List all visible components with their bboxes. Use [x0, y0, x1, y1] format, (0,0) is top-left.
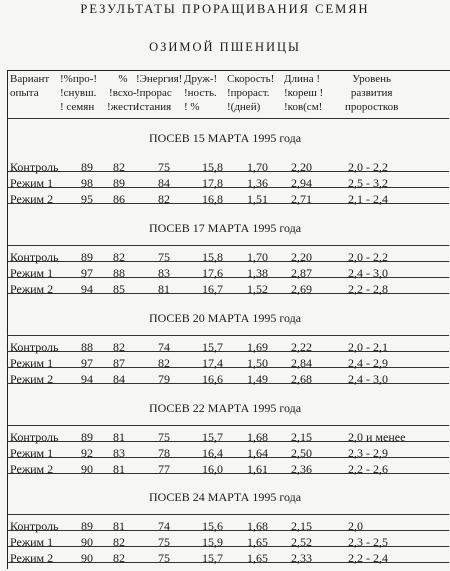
table-cell: 2,0 - 2,1 — [348, 340, 388, 354]
table-cell: 2,69 — [291, 282, 312, 296]
table-cell: 2,87 — [291, 266, 312, 280]
table-cell: 1,68 — [247, 430, 268, 444]
row-label: Контроль — [10, 250, 59, 264]
table-cell: 89 — [81, 160, 93, 174]
row-divider — [7, 425, 449, 426]
header-variant: Вариант опыта — [10, 73, 50, 99]
table-cell: 15,6 — [202, 519, 223, 533]
table-cell: 77 — [158, 462, 170, 476]
table-cell: 82 — [113, 340, 125, 354]
table-cell: 16,6 — [202, 372, 223, 386]
row-label: Контроль — [10, 340, 59, 354]
table-cell: 98 — [81, 176, 93, 190]
table-cell: 1,36 — [247, 176, 268, 190]
table-cell: 89 — [81, 250, 93, 264]
table-cell: 85 — [113, 282, 125, 296]
table-cell: 75 — [158, 160, 170, 174]
table-cell: 83 — [158, 266, 170, 280]
table-cell: 2,50 — [291, 446, 312, 460]
table-cell: 84 — [158, 176, 170, 190]
table-cell: 2,5 - 3,2 — [348, 176, 388, 190]
table-cell: 15,8 — [202, 250, 223, 264]
table-cell: 15,7 — [202, 340, 223, 354]
table-cell: 17,8 — [202, 176, 223, 190]
table-cell: 1,65 — [247, 551, 268, 565]
table-cell: 15,7 — [202, 551, 223, 565]
table-cell: 15,8 — [202, 160, 223, 174]
section-title: ПОСЕВ 17 МАРТА 1995 года — [148, 221, 302, 235]
table-cell: 2,15 — [291, 519, 312, 533]
table-cell: 75 — [158, 551, 170, 565]
table-cell: 2,15 — [291, 430, 312, 444]
table-cell: 1,52 — [247, 282, 268, 296]
table-cell: 79 — [158, 372, 170, 386]
document-title: РЕЗУЛЬТАТЫ ПРОРАЩИВАНИЯ СЕМЯН — [80, 2, 370, 16]
table-cell: 2,71 — [291, 192, 312, 206]
row-label: Режим 1 — [10, 266, 54, 280]
table-cell: 2,2 - 2,8 — [348, 282, 388, 296]
section-title: ПОСЕВ 20 МАРТА 1995 года — [148, 311, 302, 325]
table-cell: 1,49 — [247, 372, 268, 386]
header-vigor: % !всхо- !жести — [107, 73, 139, 113]
table-cell: 2,0 - 2,2 — [348, 250, 388, 264]
row-label: Режим 2 — [10, 372, 54, 386]
table-cell: 89 — [81, 430, 93, 444]
table-cell: 1,65 — [247, 535, 268, 549]
table-cell: 88 — [113, 266, 125, 280]
document-subtitle: ОЗИМОЙ ПШЕНИЦЫ — [149, 40, 301, 54]
table-cell: 88 — [81, 340, 93, 354]
section-title: ПОСЕВ 24 МАРТА 1995 года — [148, 490, 302, 504]
table-cell: 2,68 — [291, 372, 312, 386]
header-uniformity: Друж-! !ность. ! % — [184, 73, 218, 113]
section-title: ПОСЕВ 15 МАРТА 1995 года — [148, 131, 302, 145]
row-label: Режим 1 — [10, 176, 54, 190]
header-development: Уровень развития проростков — [345, 73, 399, 113]
table-cell: 75 — [158, 430, 170, 444]
table-cell: 2,22 — [291, 340, 312, 354]
table-cell: 81 — [113, 462, 125, 476]
table-cell: 15,7 — [202, 430, 223, 444]
row-label: Режим 2 — [10, 282, 54, 296]
table-cell: 16,8 — [202, 192, 223, 206]
table-cell: 16,0 — [202, 462, 223, 476]
row-divider — [7, 514, 449, 515]
table-cell: 1,50 — [247, 356, 268, 370]
table-cell: 17,6 — [202, 266, 223, 280]
table-cell: 2,4 - 3,0 — [348, 372, 388, 386]
table-cell: 2,1 - 2,4 — [348, 192, 388, 206]
row-divider — [7, 530, 449, 531]
table-cell: 2,3 - 2,9 — [348, 446, 388, 460]
table-cell: 82 — [113, 551, 125, 565]
row-label: Контроль — [10, 519, 59, 533]
table-cell: 1,38 — [247, 266, 268, 280]
table-cell: 81 — [113, 430, 125, 444]
table-cell: 2,84 — [291, 356, 312, 370]
table-cell: 1,51 — [247, 192, 268, 206]
table-cell: 94 — [81, 282, 93, 296]
table-cell: 90 — [81, 462, 93, 476]
row-label: Режим 2 — [10, 192, 54, 206]
table-cell: 84 — [113, 372, 125, 386]
table-cell: 90 — [81, 551, 93, 565]
table-cell: 82 — [113, 535, 125, 549]
table-cell: 75 — [158, 250, 170, 264]
table-cell: 90 — [81, 535, 93, 549]
header-energy: !Энергия! !прорас !стания — [136, 73, 183, 113]
table-cell: 15,9 — [202, 535, 223, 549]
section-title: ПОСЕВ 22 МАРТА 1995 года — [148, 401, 302, 415]
row-label: Режим 2 — [10, 462, 54, 476]
table-cell: 81 — [158, 282, 170, 296]
table-cell: 82 — [158, 192, 170, 206]
table-cell: 16,7 — [202, 282, 223, 296]
row-divider — [7, 245, 449, 246]
table-cell: 16,4 — [202, 446, 223, 460]
table-cell: 2,4 - 2,9 — [348, 356, 388, 370]
table-cell: 81 — [113, 519, 125, 533]
table-cell: 78 — [158, 446, 170, 460]
table-cell: 2,0 — [348, 519, 363, 533]
row-label: Режим 2 — [10, 551, 54, 565]
table-cell: 2,0 и менее — [348, 430, 406, 444]
table-cell: 82 — [113, 250, 125, 264]
table-cell: 2,94 — [291, 176, 312, 190]
row-label: Режим 1 — [10, 535, 54, 549]
table-cell: 2,52 — [291, 535, 312, 549]
table-cell: 2,2 - 2,4 — [348, 551, 388, 565]
table-cell: 82 — [158, 356, 170, 370]
table-cell: 1,69 — [247, 340, 268, 354]
table-cell: 1,70 — [247, 160, 268, 174]
table-cell: 87 — [113, 356, 125, 370]
table-cell: 2,2 - 2,6 — [348, 462, 388, 476]
table-cell: 97 — [81, 356, 93, 370]
table-cell: 74 — [158, 519, 170, 533]
table-cell: 1,61 — [247, 462, 268, 476]
table-cell: 89 — [81, 519, 93, 533]
table-cell: 95 — [81, 192, 93, 206]
table-cell: 92 — [81, 446, 93, 460]
row-label: Контроль — [10, 160, 59, 174]
table-cell: 75 — [158, 535, 170, 549]
row-label: Режим 1 — [10, 356, 54, 370]
table-cell: 2,20 — [291, 250, 312, 264]
header-divider — [7, 118, 449, 119]
table-cell: 2,33 — [291, 551, 312, 565]
row-label: Контроль — [10, 430, 59, 444]
table-cell: 74 — [158, 340, 170, 354]
table-cell: 2,4 - 3,0 — [348, 266, 388, 280]
table-cell: 94 — [81, 372, 93, 386]
row-divider — [7, 335, 449, 336]
table-cell: 1,70 — [247, 250, 268, 264]
header-root-length: Длина ! !кореш ! !ков(см! — [284, 73, 324, 113]
table-cell: 1,64 — [247, 446, 268, 460]
table-cell: 86 — [113, 192, 125, 206]
table-cell: 2,3 - 2,5 — [348, 535, 388, 549]
table-cell: 17,4 — [202, 356, 223, 370]
table-cell: 82 — [113, 160, 125, 174]
table-cell: 2,20 — [291, 160, 312, 174]
row-label: Режим 1 — [10, 446, 54, 460]
table-cell: 97 — [81, 266, 93, 280]
table-cell: 2,36 — [291, 462, 312, 476]
header-speed: Скорость! !прораст. !(дней) — [227, 73, 275, 113]
table-cell: 1,68 — [247, 519, 268, 533]
table-cell: 89 — [113, 176, 125, 190]
table-cell: 2,0 - 2,2 — [348, 160, 388, 174]
header-germinated: !%про-! !снувш. ! семян — [60, 73, 98, 113]
table-cell: 83 — [113, 446, 125, 460]
